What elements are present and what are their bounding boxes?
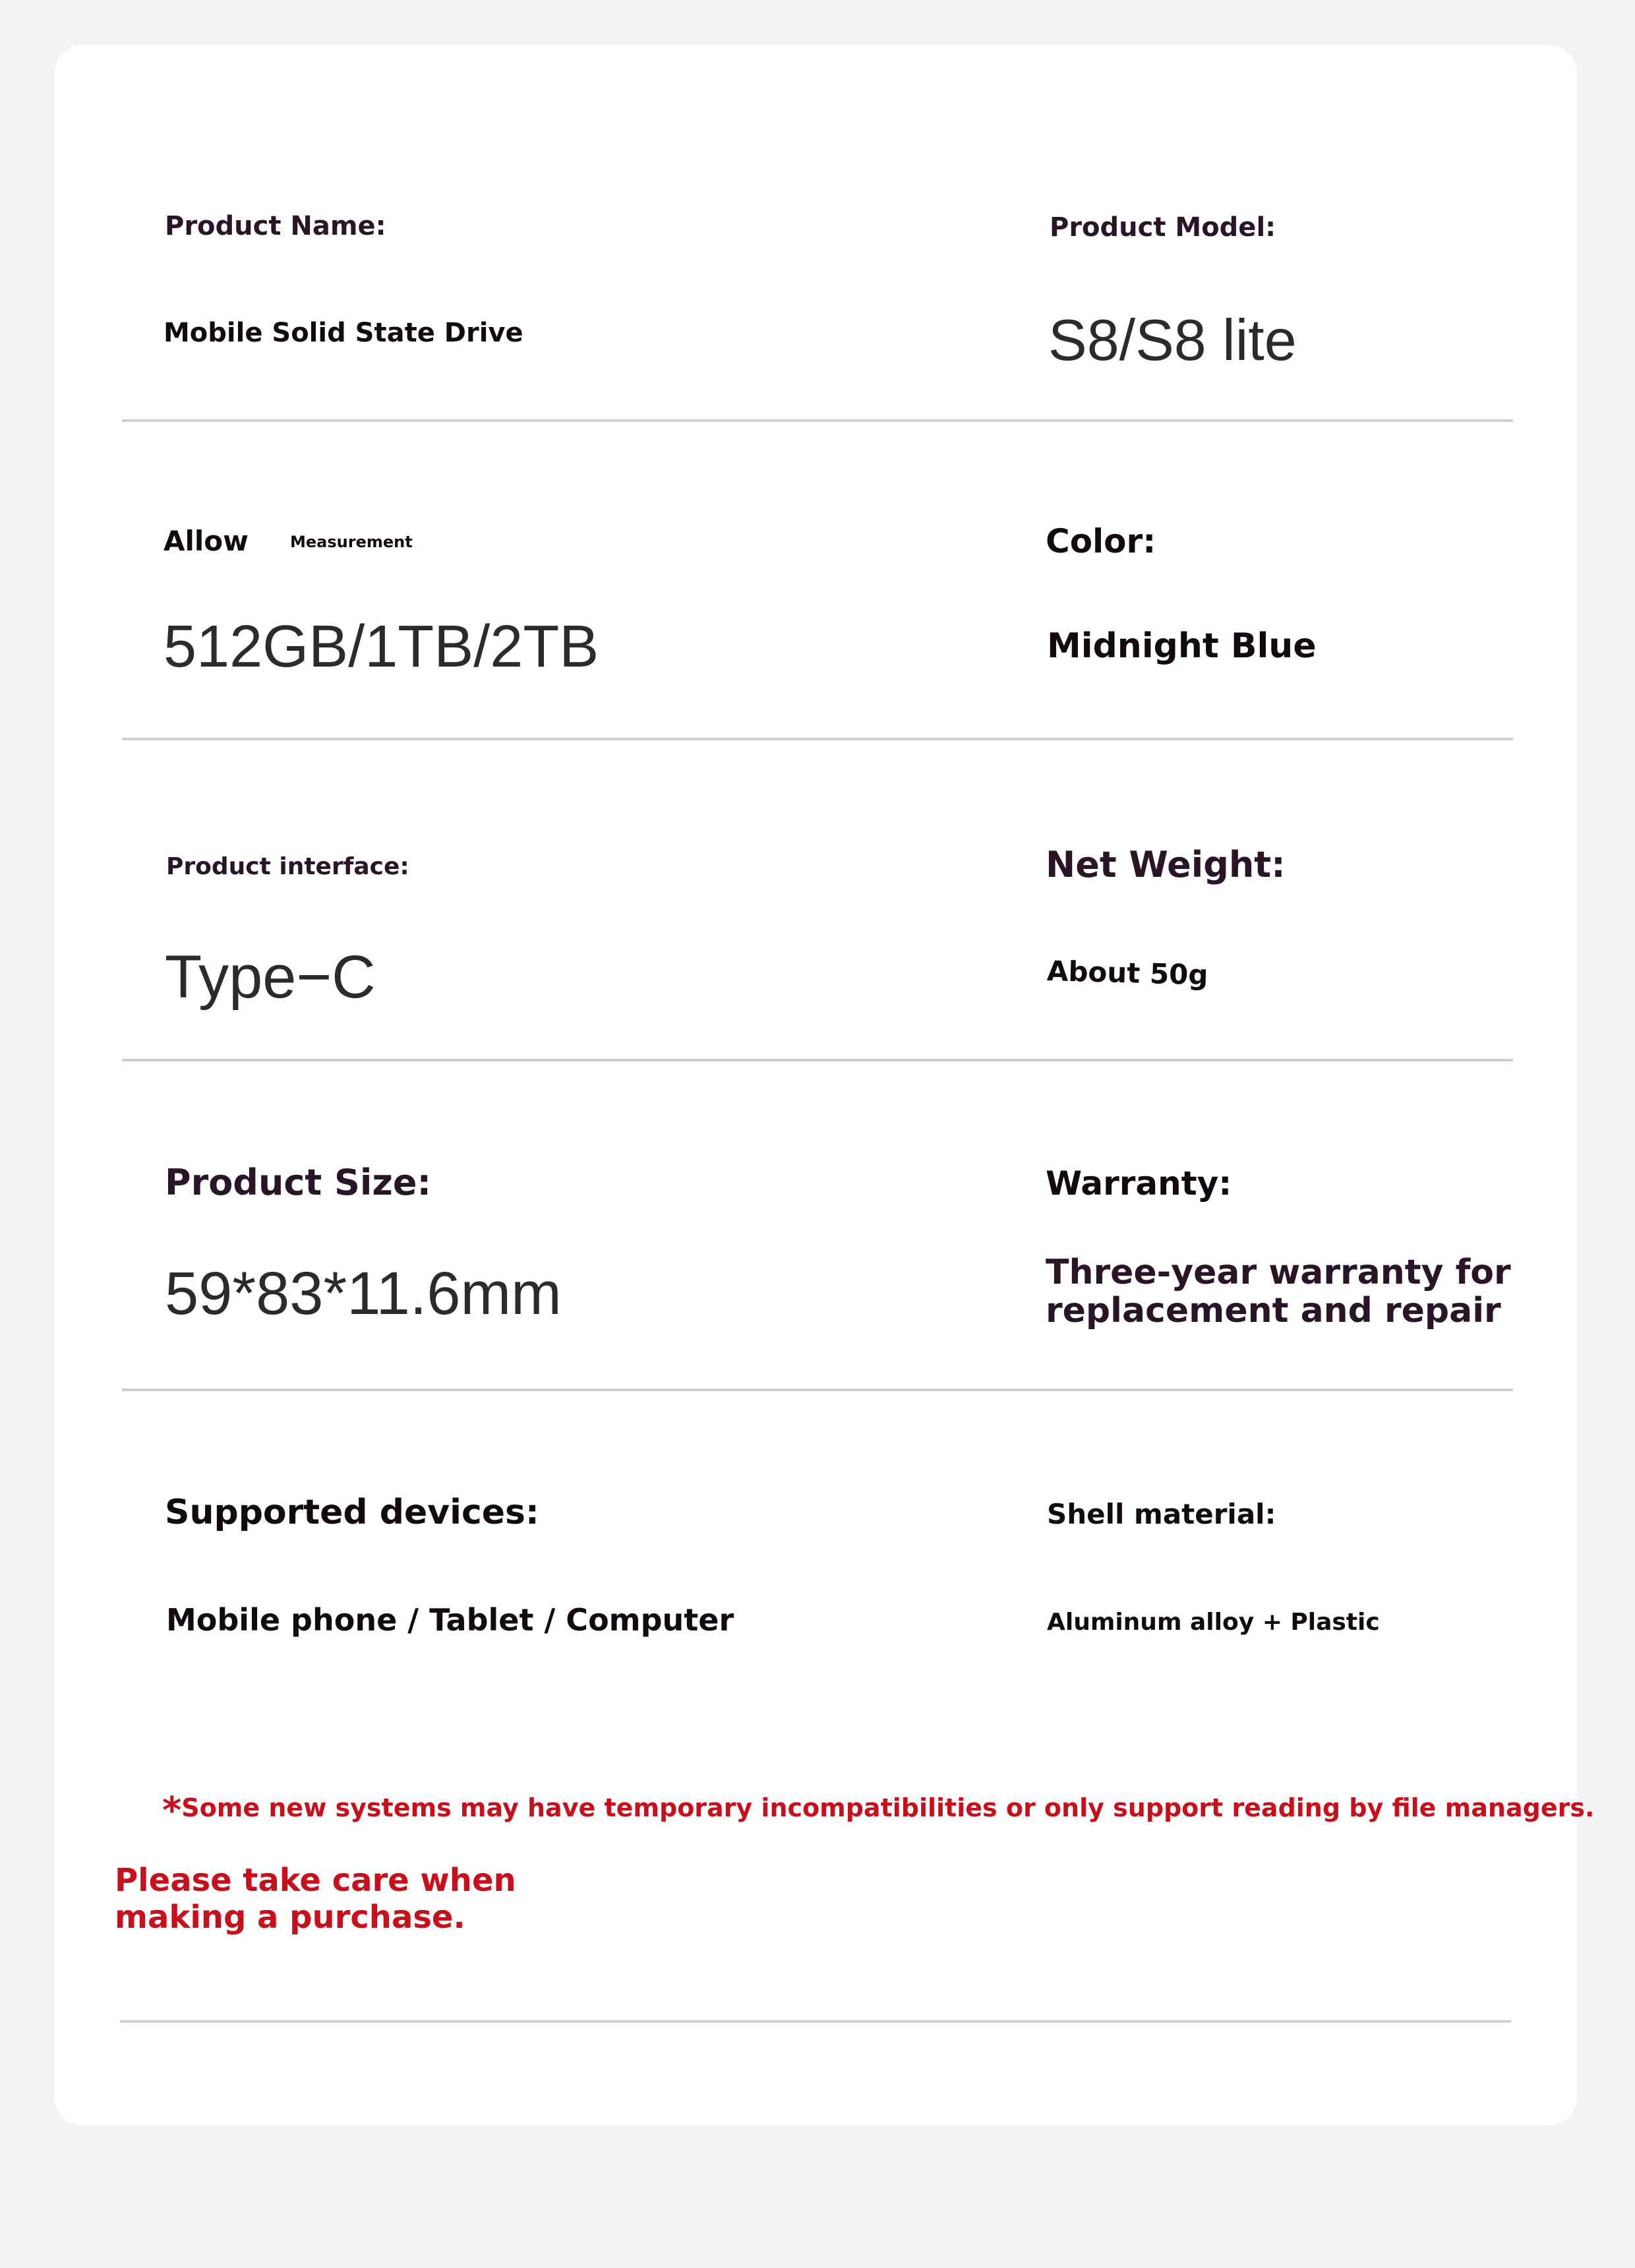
warranty-value-line1: Three-year warranty for — [1046, 1253, 1511, 1292]
shell-material-value: Aluminum alloy + Plastic — [1047, 1609, 1380, 1636]
product-size-label: Product Size: — [165, 1162, 432, 1203]
supported-devices-label: Supported devices: — [165, 1493, 539, 1532]
product-name-value: Mobile Solid State Drive — [164, 318, 523, 348]
net-weight-label: Net Weight: — [1046, 844, 1286, 885]
warning-line2: making a purchase. — [115, 1899, 465, 1936]
row-divider — [122, 419, 1513, 422]
bottom-divider — [120, 2020, 1511, 2023]
net-weight-value: About 50g — [1046, 955, 1209, 992]
row-divider — [122, 1388, 1513, 1391]
warning-line1: Please take care when — [115, 1862, 516, 1899]
notice-message: Some new systems may have temporary incompatibilities or only support reading by file managers. — [181, 1793, 1595, 1822]
capacity-value: 512GB/1TB/2TB — [164, 614, 599, 680]
interface-label: Product interface: — [166, 853, 409, 880]
color-value: Midnight Blue — [1047, 626, 1317, 666]
color-label: Color: — [1046, 522, 1156, 560]
shell-material-label: Shell material: — [1047, 1498, 1276, 1530]
product-name-label: Product Name: — [165, 211, 386, 241]
capacity-label-sub: Measurement — [290, 533, 413, 551]
notice-asterisk: * — [162, 1789, 182, 1832]
row-divider — [122, 738, 1513, 740]
warranty-label: Warranty: — [1046, 1164, 1232, 1203]
supported-devices-value: Mobile phone / Tablet / Computer — [166, 1602, 734, 1638]
product-model-value: S8/S8 lite — [1048, 307, 1297, 373]
notice-text — [162, 1789, 1595, 1836]
product-model-label: Product Model: — [1050, 212, 1276, 243]
warranty-value-line2: replacement and repair — [1046, 1291, 1501, 1330]
row-divider — [122, 1059, 1513, 1061]
interface-value: Type−C — [165, 943, 376, 1011]
capacity-label: Allow — [164, 525, 249, 557]
product-size-value: 59*83*11.6mm — [165, 1260, 562, 1327]
